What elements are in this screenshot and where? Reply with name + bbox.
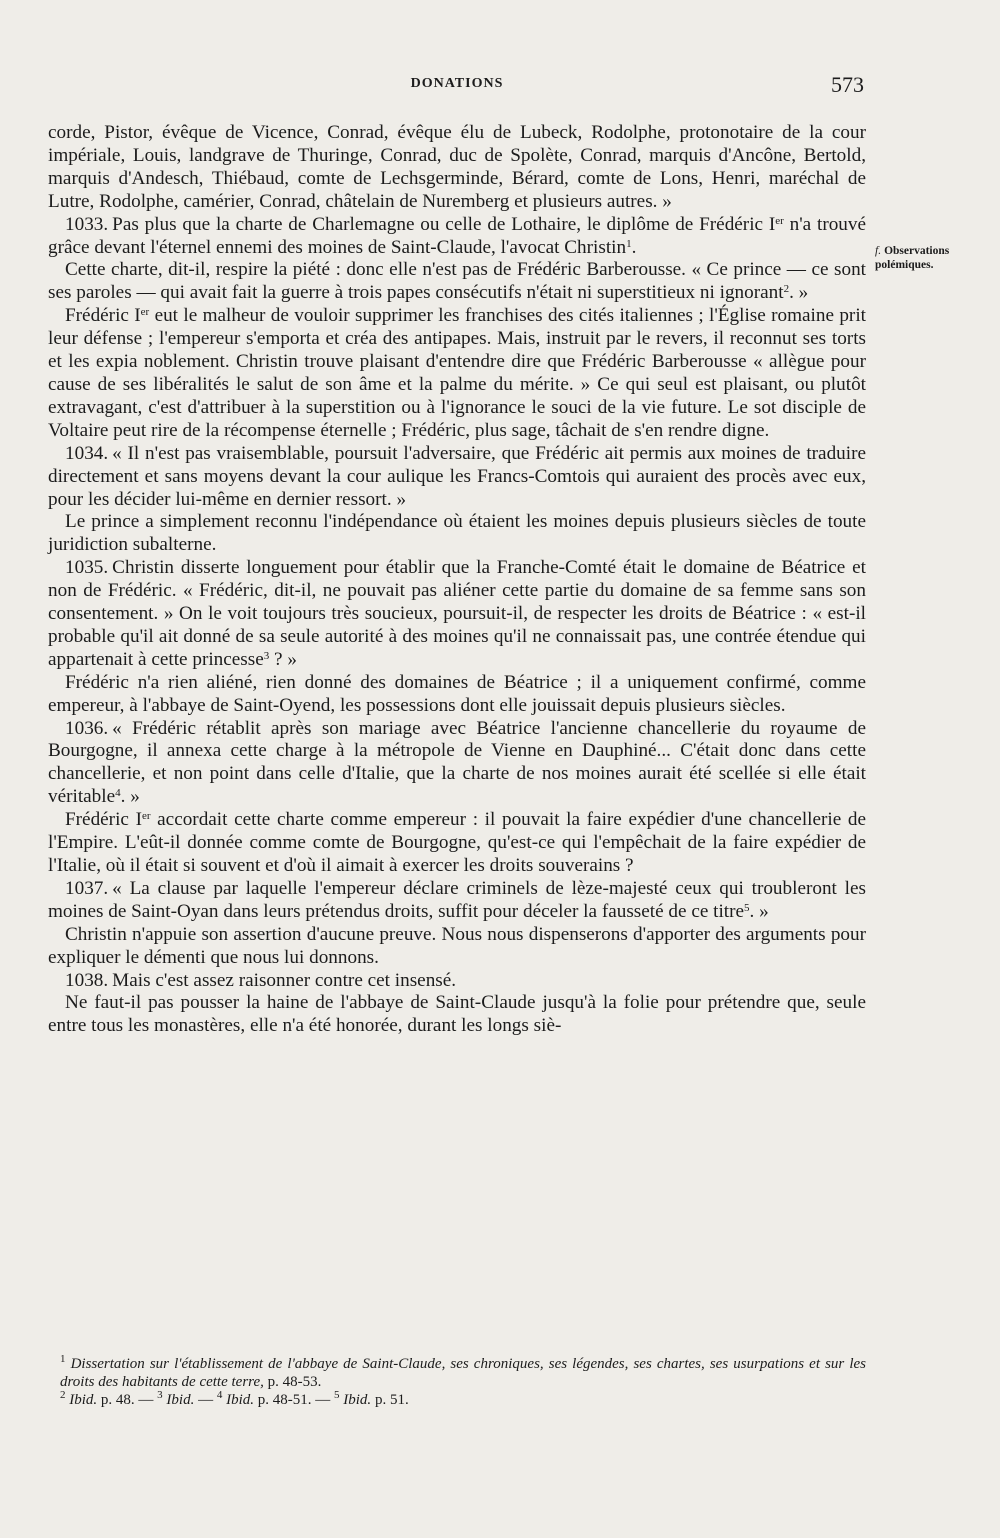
paragraph bbox=[48, 259, 866, 305]
footnote-ref: 3 bbox=[263, 649, 270, 662]
footnote-ref: 4 bbox=[115, 787, 121, 800]
footnote-mark: 3 bbox=[157, 1389, 163, 1401]
paragraph bbox=[48, 305, 866, 442]
footnote-ibid: Ibid. bbox=[226, 1392, 255, 1408]
paragraph-1034 bbox=[48, 443, 866, 512]
footnote-1 bbox=[60, 1355, 866, 1391]
footnote-ibid: Ibid. bbox=[166, 1392, 195, 1408]
paragraph-text: Le prince a simplement reconnu l'indépendance où étaient les moines depuis plusieurs siècles de toute juridiction subalterne. bbox=[48, 511, 866, 556]
page-number: 573 bbox=[831, 72, 864, 97]
paragraph-text: Frédéric I bbox=[65, 809, 142, 831]
footnote-ibid: Ibid. bbox=[69, 1392, 98, 1408]
paragraph-1038 bbox=[48, 970, 866, 993]
paragraph-text: corde, Pistor, évêque de Vicence, Conrad, évêque élu de Lubeck, Rodolphe, protonotaire de la cour impériale, Louis, landgrave de Thuringe, Conrad, duc de Spolète, Conrad, marquis d'Ancône, Bertold, marquis d'Andesch, Thiébaud, comte de Lechsgerminde, Bérard, comte de Lons, Henri, maréchal de Lutre, Rodolphe, camérier, Conrad, châtelain de Nuremberg et plusieurs autres. » bbox=[48, 122, 866, 212]
paragraph-text: Cette charte, dit-il, respire la piété : donc elle n'est pas de Frédéric Barberousse. « Ce prince — ce sont ses paroles — qui avait fait la guerre à trois papes consécutifs n'était ni superstitieux ni ignorant bbox=[48, 259, 866, 304]
paragraph-text: Christin disserte longuement pour établir que la Franche-Comté était le domaine de Béatrice et non de Frédéric. « Frédéric, dit-il, ne pouvait pas aliéner cette partie du domaine de sa femme sans son consentement. » On le voit toujours très soucieux, poursuit-il, de respecter les droits de Béatrice : « est-il probable qu'il ait donné de sa seule autorité à des moines qu'il ne connaissait pas, une contrée étendue qui appartenait à cette princesse bbox=[48, 557, 866, 670]
paragraph-number: 1033. bbox=[65, 213, 109, 235]
footnote-mark: 4 bbox=[216, 1389, 223, 1401]
margin-note-text: Observations polémiques. bbox=[875, 245, 950, 271]
footnote-ref-text: p. 48. — bbox=[97, 1392, 158, 1408]
paragraph-number: 1036. bbox=[65, 717, 109, 739]
paragraph bbox=[48, 924, 866, 970]
superscript: er bbox=[775, 214, 784, 227]
paragraph-1035 bbox=[48, 557, 866, 672]
paragraph-text: Frédéric n'a rien aliéné, rien donné des domaines de Béatrice ; il a uniquement confirmé, comme empereur, à l'abbaye de Saint-Oyend, les possessions dont elle jouissait depuis plusieurs siècles. bbox=[48, 671, 866, 716]
paragraph bbox=[48, 992, 866, 1038]
paragraph-text: . bbox=[631, 236, 637, 258]
footnote-ref-text: p. 51. bbox=[371, 1392, 409, 1408]
footnote-ref: 2 bbox=[783, 283, 790, 296]
body-text bbox=[48, 122, 866, 1038]
footnote-mark: 5 bbox=[334, 1389, 340, 1401]
footnote-ref-text: p. 48-51. — bbox=[254, 1392, 335, 1408]
footnotes bbox=[60, 1355, 866, 1409]
paragraph-number: 1037. bbox=[65, 877, 109, 899]
paragraph-1033 bbox=[48, 214, 866, 260]
footnote-ref: 5 bbox=[744, 901, 750, 914]
footnote-ref-text: — bbox=[194, 1392, 217, 1408]
footnote-ibid: Ibid. bbox=[343, 1392, 372, 1408]
paragraph-number: 1035. bbox=[65, 557, 109, 579]
superscript: er bbox=[140, 306, 150, 319]
paragraph-text: . » bbox=[120, 786, 140, 808]
margin-note-letter: f. bbox=[875, 245, 882, 257]
paragraph-text: Ne faut-il pas pousser la haine de l'abbaye de Saint-Claude jusqu'à la folie pour prétendre que, seule entre tous les monastères, elle n'a été honorée, durant les longs siè- bbox=[48, 992, 866, 1037]
paragraph bbox=[48, 672, 866, 718]
paragraph-1037 bbox=[48, 878, 866, 924]
footnote-mark: 2 bbox=[60, 1389, 66, 1401]
paragraph-text: Christin n'appuie son assertion d'aucune preuve. Nous nous dispenserons d'apporter des arguments pour expliquer le démenti que nous lui donnons. bbox=[48, 923, 866, 968]
paragraph-text: . » bbox=[789, 282, 809, 304]
paragraph-text: Pas plus que la charte de Charlemagne ou celle de Lothaire, le diplôme de Frédéric I bbox=[112, 213, 776, 235]
paragraph-1036 bbox=[48, 718, 866, 810]
paragraph-text: eut le malheur de vouloir supprimer les franchises des cités italiennes ; l'Église romaine prit leur défense ; l'empereur s'emporta et créa des antipapes. Mais, instruit par le revers, il reconnut ses torts et les expia noblement. Christin trouve plaisant d'entendre dire que Frédéric Barberousse « allègue pour cause de ses libéralités le salut de son âme et la palme du mérite. » Ce qui seul est plaisant, ou plutôt extravagant, c'est d'attribuer à la superstition ou à l'ignorance le souci de la vie future. Le sot disciple de Voltaire peut rire de la récompense éternelle ; Frédéric, plus sage, tâchait de s'en rendre digne. bbox=[48, 305, 866, 441]
paragraph-text: n'a trouvé grâce devant l'éternel ennemi des moines de Saint-Claude, l'avocat Christin bbox=[48, 213, 867, 258]
footnote-2-5 bbox=[60, 1391, 866, 1409]
running-title: DONATIONS bbox=[410, 76, 504, 91]
footnote-mark: 1 bbox=[60, 1353, 66, 1365]
paragraph-continued bbox=[48, 122, 866, 214]
paragraph-text: Mais c'est assez raisonner contre cet insensé. bbox=[112, 969, 457, 991]
paragraph-text: « La clause par laquelle l'empereur déclare criminels de lèze-majesté ceux qui troubleront les moines de Saint-Oyan dans leurs prétendus droits, suffit pour déceler la fausseté de ce titre bbox=[48, 877, 866, 922]
paragraph-number: 1034. bbox=[65, 442, 109, 464]
paragraph bbox=[48, 511, 866, 557]
footnote-title: Dissertation sur l'établissement de l'abbaye de Saint-Claude, ses chroniques, ses légendes, ses chartes, ses usurpations et sur les droits des habitants de cette terre, bbox=[60, 1356, 866, 1390]
superscript: er bbox=[141, 810, 151, 823]
page-header bbox=[48, 72, 866, 100]
paragraph-text: « Frédéric rétablit après son mariage avec Béatrice l'ancienne chancellerie du royaume de Bourgogne, il annexa cette charge à la métropole de Vienne en Dauphiné... C'était donc dans cette chancellerie, et non point dans celle d'Italie, que la charte de nos moines aurait été scellée si elle était véritable bbox=[48, 717, 866, 808]
paragraph-text: « Il n'est pas vraisemblable, poursuit l'adversaire, que Frédéric ait permis aux moines de traduire directement et sans moyens devant la cour aulique les Francs-Comtois qui auraient des procès avec eux, pour les décider lui-même en dernier ressort. » bbox=[48, 442, 866, 510]
paragraph-text: . » bbox=[749, 900, 769, 922]
margin-note bbox=[875, 244, 975, 272]
paragraph bbox=[48, 809, 866, 878]
paragraph-number: 1038. bbox=[65, 969, 109, 991]
paragraph-text: Frédéric I bbox=[65, 305, 141, 327]
paragraph-text: ? » bbox=[269, 648, 297, 670]
footnote-ref: 1 bbox=[626, 237, 632, 250]
footnote-ref-text: p. 48-53. bbox=[263, 1374, 322, 1390]
paragraph-text: accordait cette charte comme empereur : il pouvait la faire expédier d'une chancellerie de l'Empire. L'eût-il donnée comme comte de Bourgogne, qu'est-ce qui l'empêchait de la faire expédier de l'Italie, où il était si souvent et d'où il aimait à exercer les droits souverains ? bbox=[48, 809, 866, 876]
